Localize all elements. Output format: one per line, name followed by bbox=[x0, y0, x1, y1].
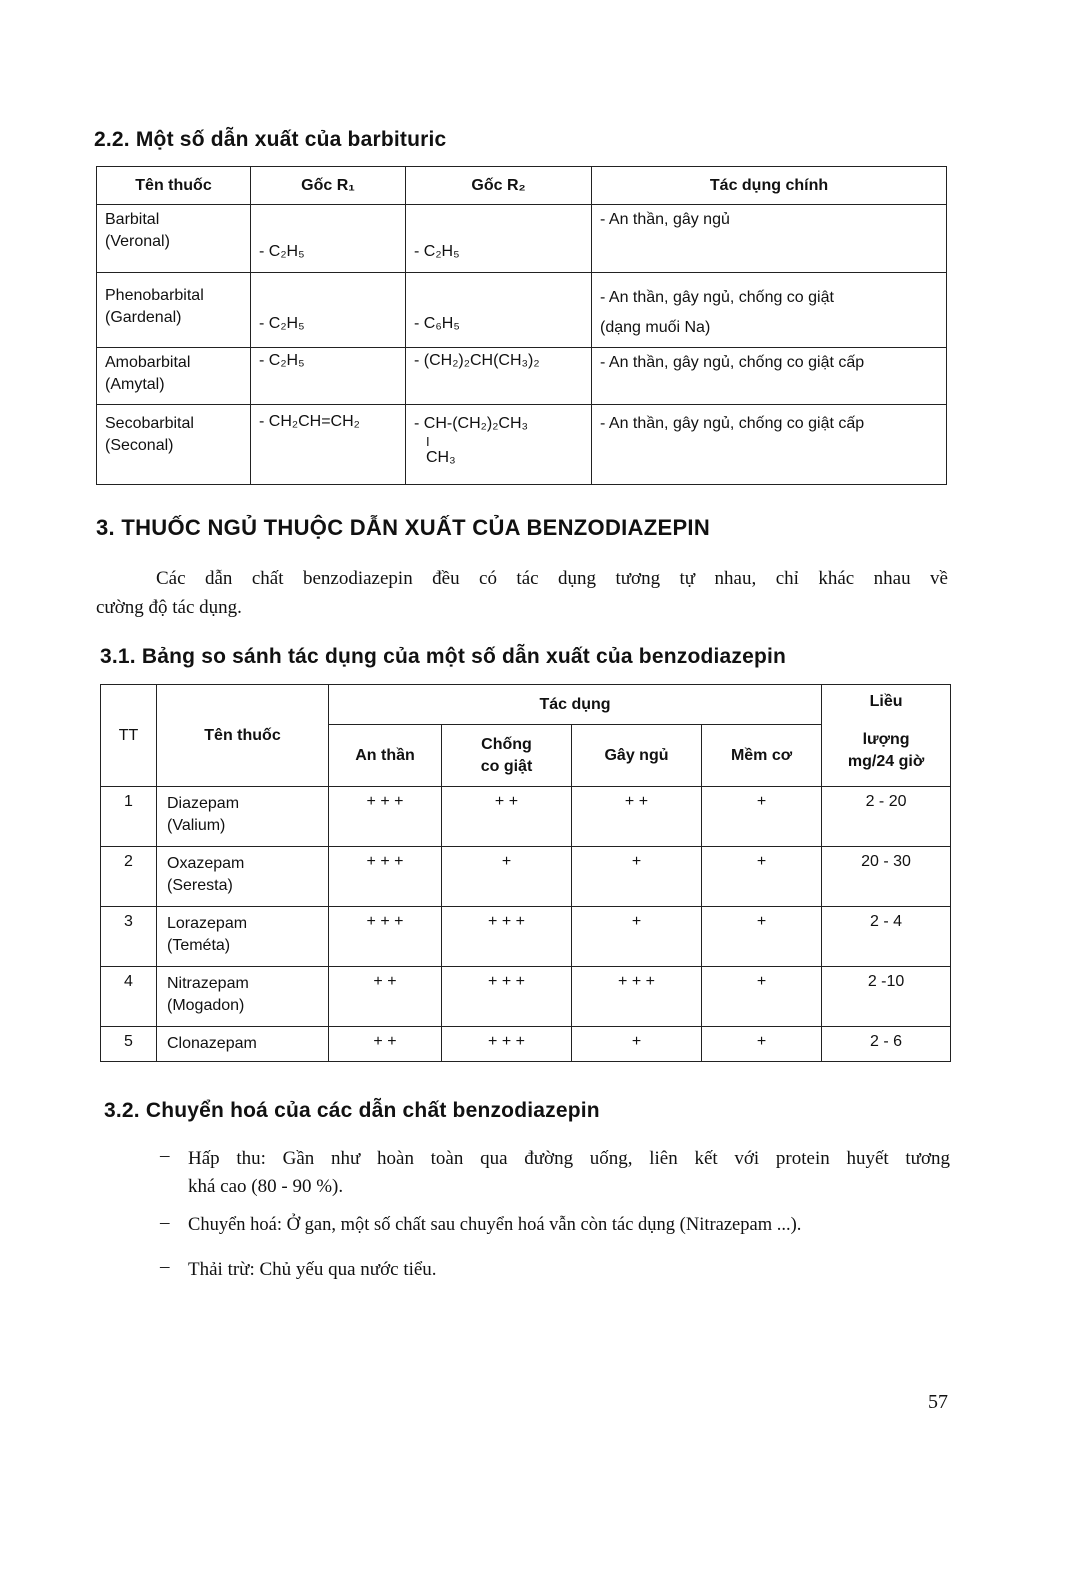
paragraph-line-2: cường độ tác dụng. bbox=[96, 597, 242, 618]
header-effect: Tác dụng bbox=[329, 685, 822, 725]
header-dose-line1: Liều bbox=[869, 693, 903, 710]
header-hypnotic: Gây ngủ bbox=[572, 725, 702, 787]
table-row bbox=[101, 967, 951, 1027]
hypnotic-value: + bbox=[572, 847, 702, 907]
header-dose-line2: lượng bbox=[862, 731, 910, 748]
r1-value: - C₂H₅ bbox=[259, 352, 305, 369]
section-3-2-title: 3.2. Chuyển hoá của các dẫn chất benzodiazepin bbox=[104, 1099, 600, 1122]
header-anticonvulsant bbox=[442, 725, 572, 787]
drug-name: Oxazepam bbox=[167, 855, 245, 872]
header-anticonvulsant-line2: co giật bbox=[480, 757, 533, 775]
table-row bbox=[97, 348, 947, 405]
drug-alias: (Seconal) bbox=[105, 437, 174, 454]
muscle-relaxant-value: + bbox=[702, 907, 822, 967]
bullet-metabolism: Chuyển hoá: Ở gan, một số chất sau chuyển hoá vẫn còn tác dụng (Nitrazepam ...). bbox=[188, 1215, 802, 1235]
r1-value: - C₂H₅ bbox=[259, 243, 305, 260]
r2-value: - C₂H₅ bbox=[414, 243, 460, 260]
anticonvulsant-value: + + + bbox=[442, 967, 572, 1027]
effect-note: (dạng muối Na) bbox=[600, 319, 711, 336]
drug-name: Lorazepam bbox=[167, 915, 248, 932]
header-dose bbox=[822, 685, 951, 787]
drug-alias: (Valium) bbox=[167, 817, 226, 834]
anticonvulsant-value: + + bbox=[442, 787, 572, 847]
anticonvulsant-value: + + + bbox=[442, 1027, 572, 1062]
sedative-value: + + + bbox=[329, 787, 442, 847]
dose-value: 2 - 20 bbox=[822, 787, 951, 847]
anticonvulsant-value: + + + bbox=[442, 907, 572, 967]
drug-name: Clonazepam bbox=[167, 1035, 257, 1052]
benzodiazepine-table bbox=[100, 684, 951, 1062]
table-row bbox=[101, 907, 951, 967]
hypnotic-value: + + + bbox=[572, 967, 702, 1027]
r2-value: - (CH₂)₂CH(CH₃)₂ bbox=[414, 352, 540, 369]
header-tt: TT bbox=[101, 685, 157, 787]
muscle-relaxant-value: + bbox=[702, 847, 822, 907]
table-row bbox=[97, 205, 947, 273]
table-row bbox=[101, 1027, 951, 1062]
page-number: 57 bbox=[928, 1391, 948, 1413]
bullet-dash-1: – bbox=[160, 1145, 170, 1166]
muscle-relaxant-value: + bbox=[702, 1027, 822, 1062]
header-main-effect: Tác dụng chính bbox=[592, 167, 947, 205]
bullet-excretion: Thải trừ: Chủ yếu qua nước tiểu. bbox=[188, 1259, 437, 1280]
row-number: 3 bbox=[101, 907, 157, 967]
drug-name: Diazepam bbox=[167, 795, 240, 812]
header-drug-name: Tên thuốc bbox=[97, 167, 251, 205]
r2-sub: CH₃ bbox=[426, 449, 456, 466]
sedative-value: + + bbox=[329, 967, 442, 1027]
header-r1: Gốc R₁ bbox=[251, 167, 406, 205]
sedative-value: + + + bbox=[329, 907, 442, 967]
drug-name: Nitrazepam bbox=[167, 975, 249, 992]
table-row bbox=[97, 273, 947, 348]
dose-value: 20 - 30 bbox=[822, 847, 951, 907]
muscle-relaxant-value: + bbox=[702, 967, 822, 1027]
sedative-value: + + + bbox=[329, 847, 442, 907]
r2-branch: I bbox=[426, 434, 430, 449]
drug-name: Phenobarbital bbox=[105, 287, 204, 304]
anticonvulsant-value: + bbox=[442, 847, 572, 907]
effect-text: - An thần, gây ngủ, chống co giật cấp bbox=[600, 415, 865, 432]
dose-value: 2 - 4 bbox=[822, 907, 951, 967]
bullet-dash-3: – bbox=[160, 1256, 170, 1277]
dose-value: 2 - 6 bbox=[822, 1027, 951, 1062]
effect-text: - An thần, gây ngủ, chống co giật bbox=[600, 289, 834, 306]
r1-value: - C₂H₅ bbox=[259, 315, 305, 332]
header-r2: Gốc R₂ bbox=[406, 167, 592, 205]
muscle-relaxant-value: + bbox=[702, 787, 822, 847]
drug-alias: (Amytal) bbox=[105, 376, 165, 393]
hypnotic-value: + bbox=[572, 1027, 702, 1062]
bullet-absorption-line1: Hấp thu: Gần như hoàn toàn qua đường uống, liên kết với protein huyết tương bbox=[188, 1148, 950, 1169]
drug-alias: (Seresta) bbox=[167, 877, 233, 894]
table-row bbox=[101, 847, 951, 907]
row-number: 5 bbox=[101, 1027, 157, 1062]
drug-name: Secobarbital bbox=[105, 415, 194, 432]
row-number: 4 bbox=[101, 967, 157, 1027]
bullet-absorption-line2: khá cao (80 - 90 %). bbox=[188, 1176, 344, 1197]
section-2-2-title: 2.2. Một số dẫn xuất của barbituric bbox=[94, 128, 447, 151]
dose-value: 2 -10 bbox=[822, 967, 951, 1027]
table-row bbox=[101, 787, 951, 847]
bullet-dash-2: – bbox=[160, 1212, 170, 1233]
row-number: 1 bbox=[101, 787, 157, 847]
hypnotic-value: + + bbox=[572, 787, 702, 847]
section-3-title: 3. THUỐC NGỦ THUỘC DẪN XUẤT CỦA BENZODIAZEPIN bbox=[96, 515, 711, 540]
row-number: 2 bbox=[101, 847, 157, 907]
header-muscle-relaxant: Mềm cơ bbox=[702, 725, 822, 787]
r2-value: - CH-(CH₂)₂CH₃ bbox=[414, 415, 529, 432]
drug-alias: (Veronal) bbox=[105, 233, 170, 250]
header-dose-line3: mg/24 giờ bbox=[847, 753, 925, 770]
drug-name: Amobarbital bbox=[105, 354, 191, 371]
hypnotic-value: + bbox=[572, 907, 702, 967]
r2-value: - C₆H₅ bbox=[414, 315, 460, 332]
header-anticonvulsant-line1: Chống bbox=[481, 735, 532, 753]
section-3-1-title: 3.1. Bảng so sánh tác dụng của một số dẫn xuất của benzodiazepin bbox=[100, 645, 787, 668]
effect-text: - An thần, gây ngủ, chống co giật cấp bbox=[600, 354, 865, 371]
table-row bbox=[97, 405, 947, 485]
drug-alias: (Mogadon) bbox=[167, 997, 245, 1014]
header-drug-name: Tên thuốc bbox=[157, 685, 329, 787]
drug-alias: (Gardenal) bbox=[105, 309, 182, 326]
paragraph-line-1: Các dẫn chất benzodiazepin đều có tác dụng tương tự nhau, chỉ khác nhau về bbox=[156, 568, 948, 589]
barbiturate-table bbox=[96, 166, 947, 485]
sedative-value: + + bbox=[329, 1027, 442, 1062]
effect-text: - An thần, gây ngủ bbox=[600, 211, 730, 228]
r1-value: - CH₂CH=CH₂ bbox=[259, 413, 360, 430]
drug-name: Barbital bbox=[105, 211, 160, 228]
drug-alias: (Teméta) bbox=[167, 937, 231, 954]
header-sedative: An thần bbox=[329, 725, 442, 787]
